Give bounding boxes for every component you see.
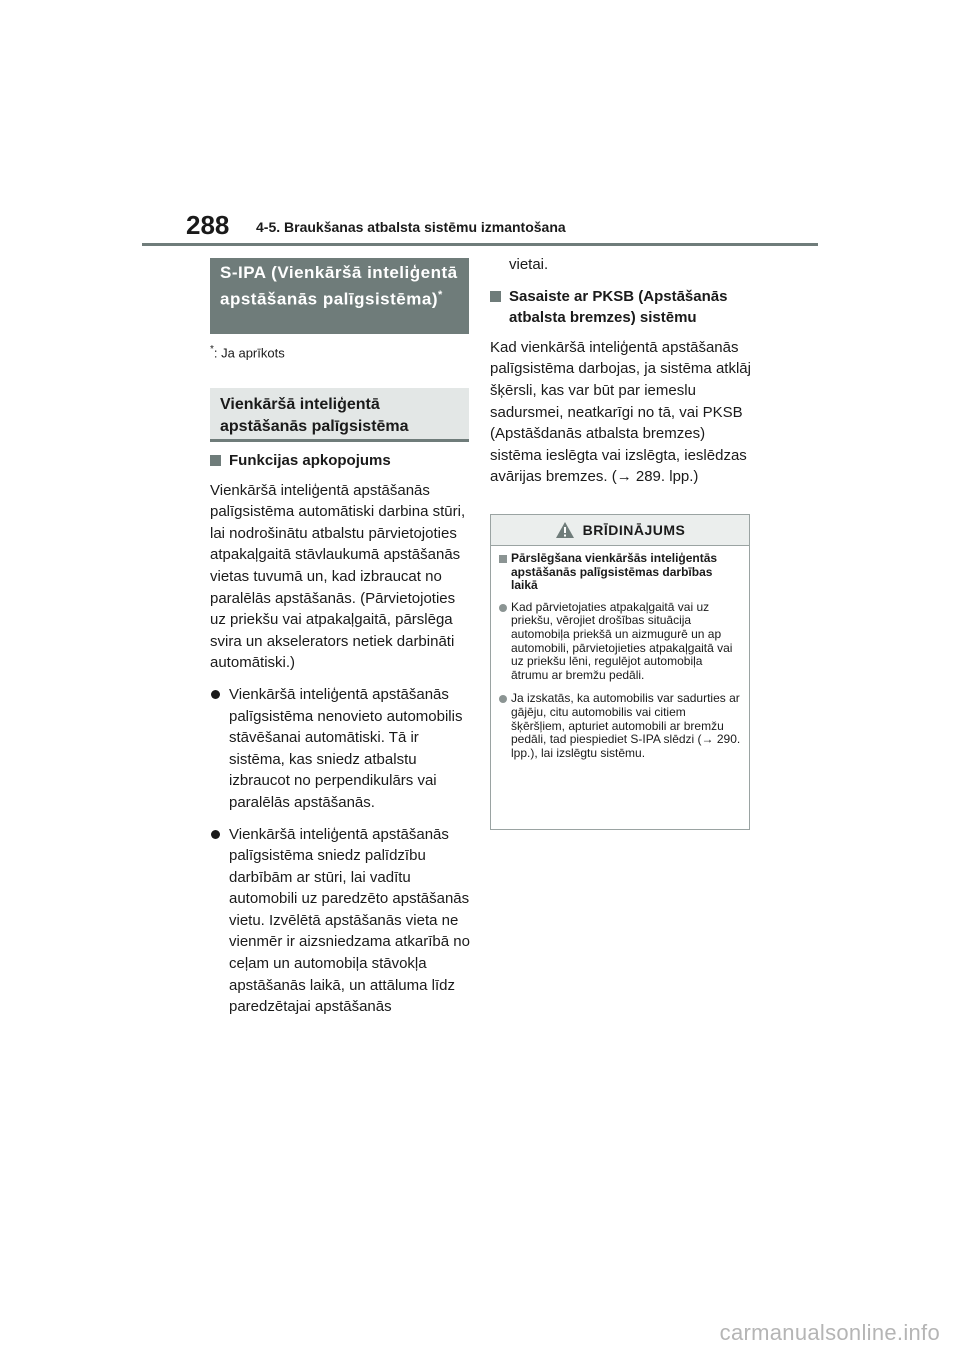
square-bullet-icon <box>210 455 221 466</box>
caution-body <box>491 546 749 760</box>
footnote-mark: * <box>210 344 214 355</box>
caution-box <box>490 514 750 830</box>
subsection-title: Vienkāršā inteliģentā apstāšanās palīgsistēma <box>210 388 469 442</box>
caution-item <box>499 601 741 683</box>
header-rule <box>142 243 818 246</box>
caution-item-text: Ja izskatās, ka automobilis var sadurties ar gājēju, citu automobilis vai citiem šķēršļiem, apturiet automobili ar bremžu pedāli, tad piespiediet S-IPA slēdzi (→ 290. lpp.), lai izslēgtu sistēmu. <box>511 691 741 760</box>
bullet-dot-icon <box>211 830 220 839</box>
square-bullet-icon <box>490 291 501 302</box>
summary-heading <box>210 450 472 472</box>
watermark: carmanualsonline.info <box>719 1320 940 1345</box>
page-number: 288 <box>186 210 230 240</box>
list-item <box>210 824 472 1018</box>
bullet-dot-icon <box>211 690 220 699</box>
caution-title: BRĪDINĀJUMS <box>582 522 686 538</box>
section-title-box <box>210 258 469 334</box>
bullet-dot-icon <box>499 695 507 703</box>
chapter-title: 4-5. Braukšanas atbalsta sistēmu izmantošana <box>256 219 566 235</box>
section-title: S-IPA (Vienkāršā inteliģentā apstāšanās palīgsistēma) <box>220 263 458 309</box>
pksb-heading <box>490 286 752 329</box>
bullet-dot-icon <box>499 604 507 612</box>
section-title-mark: * <box>437 289 443 301</box>
caution-item <box>499 692 741 760</box>
left-column <box>210 450 472 1028</box>
warning-triangle-icon <box>555 521 575 539</box>
pksb-paragraph: Kad vienkāršā inteliģentā apstāšanās palīgsistēma darbojas, ja sistēma atklāj šķērsli, kas var būt par iemeslu sadursmei, neatkarīgi no tā, vai PKSB (Apstāšdanās atbalsta bremzes) sistēma ieslēgta vai izslēgta, ieslēdzas avārijas bremzes. (→ 289. lpp.) <box>490 338 751 486</box>
continuation-text: vietai. <box>509 256 549 273</box>
caution-item-text: Kad pārvietojaties atpakaļgaitā vai uz priekšu, vērojiet drošības situācija automobiļa priekšā un aizmugurē un ap automobili, pārvietojieties atpakaļgaitā vai uz priekšu lēni, regulējot automobiļa ātrumu ar bremžu pedāli. <box>511 599 733 682</box>
list-item-text: Vienkāršā inteliģentā apstāšanās palīgsistēma nenovieto automobilis stāvēšanai automātiski. Tā ir sistēma, kas sniedz atbalstu izbraucot no perpendikulārs vai paralēlās apstāšanās. <box>229 685 463 811</box>
list-item-text: Vienkāršā inteliģentā apstāšanās palīgsistēma sniedz palīdzību darbībām ar stūri, lai vadītu automobili uz paredzēto apstāšanās vietu. Izvēlētā apstāšanās vieta ne vienmēr ir aizsniedzama atkarībā no ceļam un automobiļa stāvokļa apstāšanās laikā, un attāluma līdz paredzētajai apstāšanās <box>229 825 470 1016</box>
summary-paragraph: Vienkāršā inteliģentā apstāšanās palīgsistēma automātiski darbina stūri, lai nodrošinātu atbalstu pārvietojoties atpakaļgaitā stāvlaukumā apstāšanās vietas tuvumā un, kad izbraucat no paralēlās apstāšanās. (Pārvietojoties uz priekšu vai atpakaļgaitā, pārslēga svira un akselerators netiek darbināti automātiski.) <box>210 481 466 672</box>
summary-heading-text: Funkcijas apkopojums <box>229 452 391 469</box>
pksb-heading-text: Sasaiste ar PKSB (Apstāšanās atbalsta bremzes) sistēmu <box>509 287 728 327</box>
middle-column <box>490 254 752 498</box>
caution-heading-text: Pārslēgšana vienkāršās inteliģentās apstāšanās palīgsistēmas darbības laikā <box>511 551 718 593</box>
square-bullet-icon <box>499 555 507 563</box>
footnote-text: : Ja aprīkots <box>213 345 285 361</box>
list-item <box>210 684 472 814</box>
footnote <box>210 344 285 360</box>
caution-heading <box>499 552 741 593</box>
caution-header <box>491 515 749 546</box>
